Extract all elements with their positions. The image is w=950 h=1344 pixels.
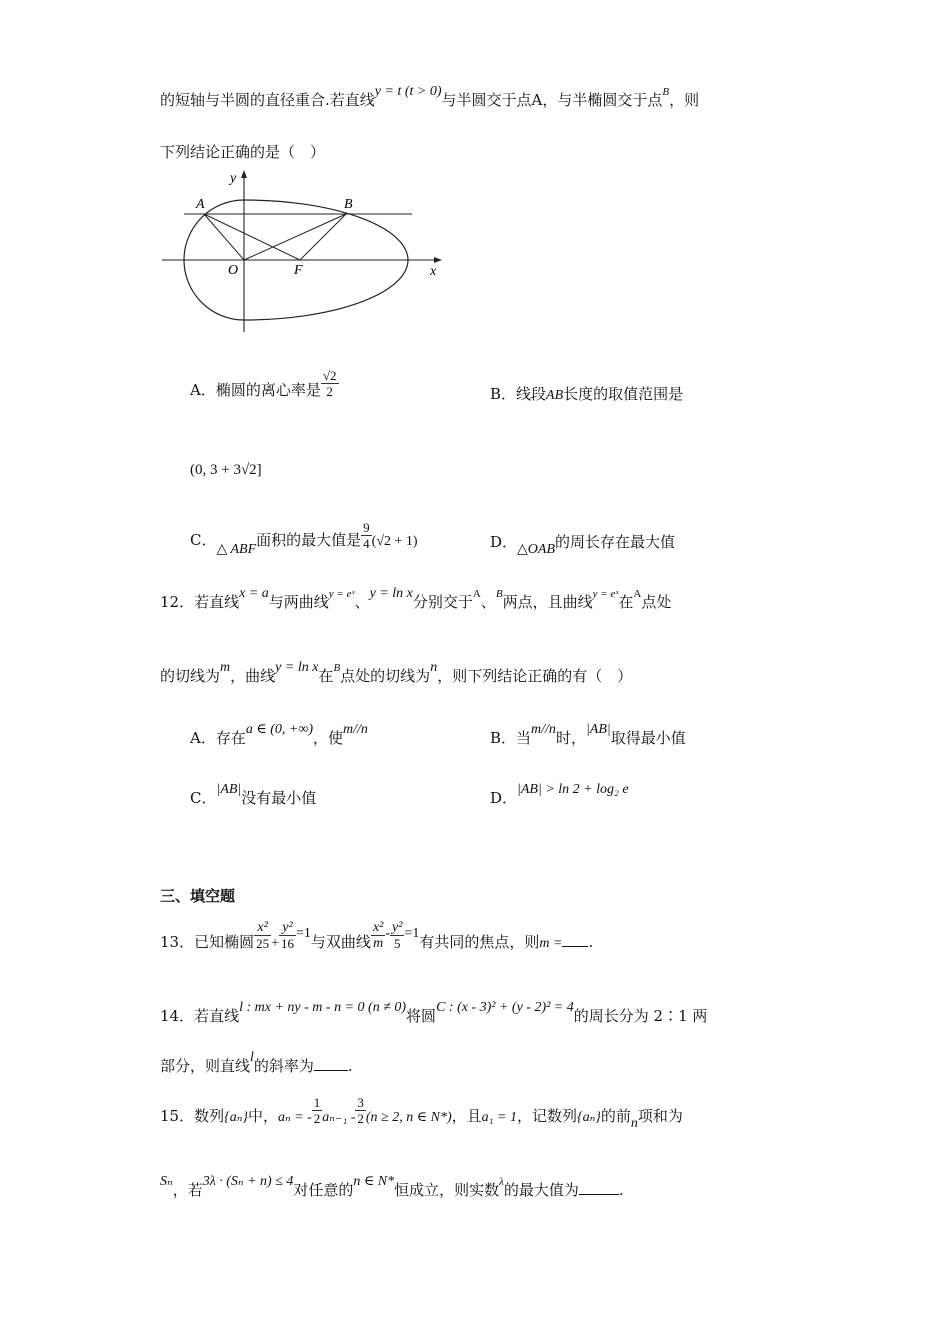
q11-option-b: B．线段AB长度的取值范围是 — [490, 385, 684, 403]
q11-point-b: B — [662, 86, 670, 98]
q11-option-b-range: (0, 3 + 3√2] — [190, 462, 262, 478]
q15-line1: 15．数列{aₙ}中，aₙ = - $\frac{1}{2}$ aₙ₋₁ - $\frac{3}{2}$ (n ≥ 2, n ∈ N*)，且a₁ = 1，记数列{aₙ}的前n项和为 — [160, 1094, 683, 1131]
q11-option-d: D．△OAB的周长存在最大值 — [490, 533, 676, 557]
q11-line-equation: y = t (t > 0) — [374, 84, 442, 99]
label-a: A — [196, 197, 205, 212]
section-heading: 三、填空题 — [160, 887, 236, 905]
q12-option-d: D．|AB| > ln 2 + log₂ e — [490, 782, 629, 807]
q12-line1: 12．若直线x = a与两曲线$^{y = eˣ}$、y = ln x分别交于$^A$、$^B$两点，且曲线$^{y = eˣ}$在$^A$点处 — [160, 586, 672, 611]
q11-option-a: A．椭圆的离心率是 $\frac{√2}{2}$ — [190, 367, 337, 399]
label-y: y — [230, 171, 237, 186]
answer-blank[interactable] — [314, 1056, 348, 1071]
y-axis-arrow — [241, 170, 247, 178]
q11-text: 与半圆交于点A，与半椭圆交于点 — [441, 91, 663, 109]
q11-fraction: $\frac{√2}{2}$ — [322, 367, 337, 399]
q11-option-c: C．△ ABF面积的最大值是 $\frac{9}{4}$ (√2 + 1) — [190, 519, 418, 557]
answer-blank[interactable] — [579, 1180, 619, 1195]
q11-line1 — [160, 84, 700, 112]
x-axis-arrow — [434, 257, 442, 263]
q12-option-a: A．存在a ∈ (0, +∞)，使m//n — [190, 722, 368, 747]
q15-line2: Sₙ，若3λ · (Sₙ + n) ≤ 4对任意的n ∈ N*恒成立，则实数$^\lambda$的最大值为 . — [160, 1174, 624, 1199]
q12-option-c: C．|AB|没有最小值 — [190, 782, 317, 807]
label-o: O — [228, 263, 239, 278]
label-x: x — [430, 264, 437, 279]
q14-line2: 部分，则直线l的斜率为 . — [160, 1050, 353, 1075]
q14-line1: 14．若直线l : mx + ny - m - n = 0 (n ≠ 0)将圆C : (x - 3)² + (y - 2)² = 4的周长分为 2∶1 两 — [160, 1000, 708, 1025]
label-b: B — [344, 197, 353, 212]
label-f: F — [294, 263, 303, 278]
answer-blank[interactable] — [562, 932, 588, 947]
q11-figure — [158, 168, 448, 338]
q12-line2: 的切线为m，曲线y = ln x在$^B$点处的切线为n，则下列结论正确的有（ ） — [160, 660, 633, 685]
q11-text: ，则 — [669, 91, 700, 109]
q11-line2: 下列结论正确的是（ ） — [160, 143, 326, 161]
q13-line: 13．已知椭圆 $\frac{\text{x²}}{25}$ + $\frac{\text{y²}}{16}$ =1与双曲线 $\frac{\text{x²}}{m}$ - $\frac{\text{y²}}{5}$ =1有共同的焦点，则m = . — [160, 919, 594, 951]
q11-text: 的短轴与半圆的直径重合.若直线 — [160, 91, 375, 109]
q12-option-b: B．当m//n时，|AB|取得最小值 — [490, 722, 686, 747]
